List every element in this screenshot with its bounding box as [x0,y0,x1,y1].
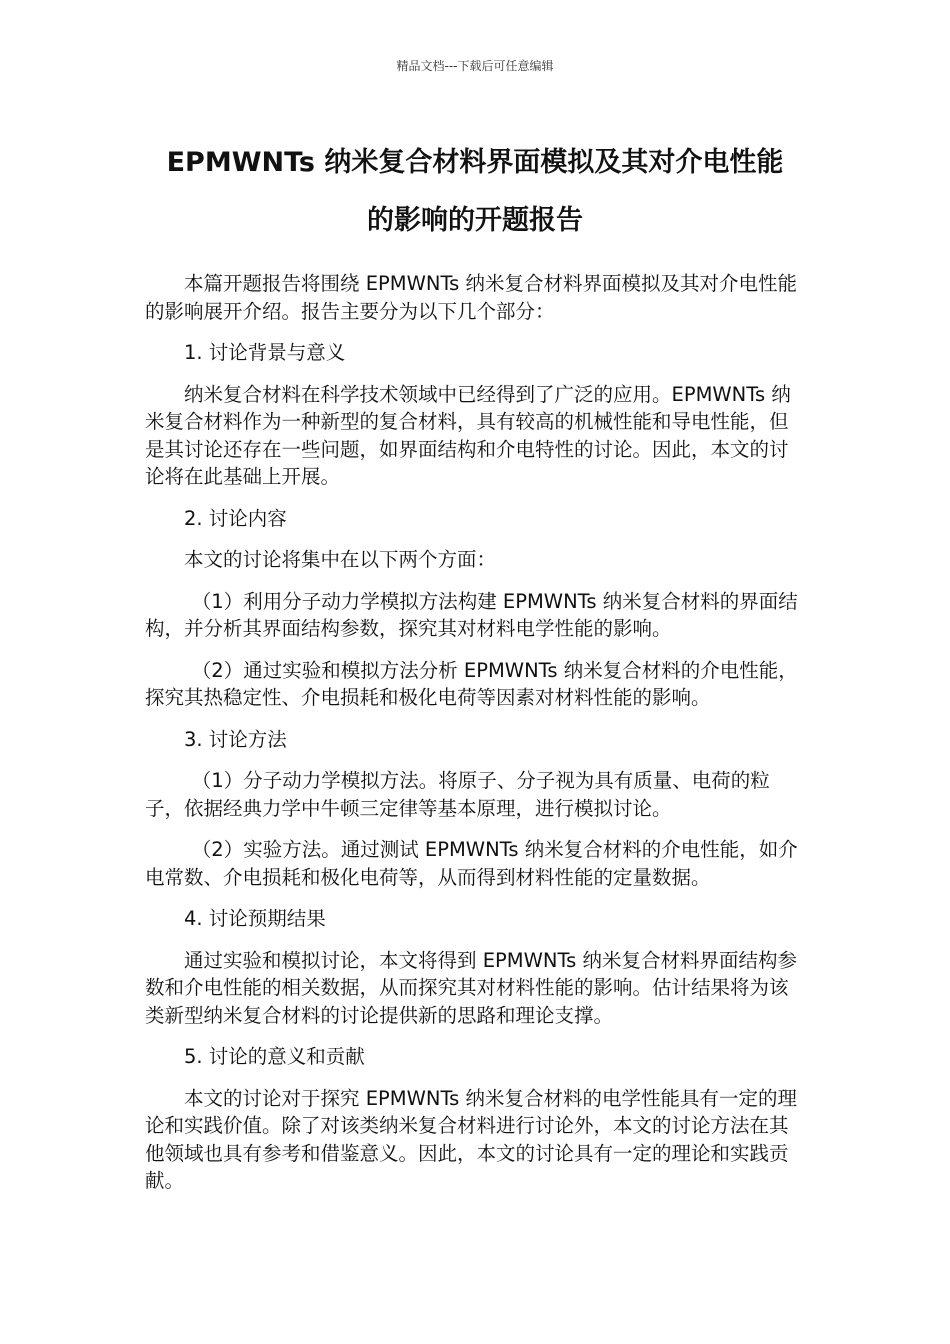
content-item-1: （1）利用分子动力学模拟方法构建 EPMWNTs 纳米复合材料的界面结构，并分析其界面结构参数，探究其对材料电学性能的影响。 [145,589,798,640]
results-paragraph: 通过实验和模拟讨论，本文将得到 EPMWNTs 纳米复合材料界面结构参数和介电性能的相关数据，从而探究其对材料性能的影响。估计结果将为该类新型纳米复合材料的讨论提供新的思路和理论支撑。 [145,948,798,1027]
section-heading-background: 1. 讨论背景与意义 [184,341,346,364]
document-body [145,270,807,1209]
document-title [120,134,830,250]
background-paragraph: 纳米复合材料在科学技术领域中已经得到了广泛的应用。EPMWNTs 纳米复合材料作为一种新型的复合材料，具有较高的机械性能和导电性能，但是其讨论还存在一些问题，如界面结构和介电特性的讨论。因此，本文的讨论将在此基础上开展。 [145,382,791,488]
method-item-1: （1）分子动力学模拟方法。将原子、分子视为具有质量、电荷的粒子，依据经典力学中牛顿三定律等基本原理，进行模拟讨论。 [145,769,770,820]
section-heading-content: 2. 讨论内容 [184,506,287,530]
title-line-1: EPMWNTs 纳米复合材料界面模拟及其对介电性能 [166,147,784,178]
significance-paragraph: 本文的讨论对于探究 EPMWNTs 纳米复合材料的电学性能具有一定的理论和实践价值。除了对该类纳米复合材料进行讨论外，本文的讨论方法在其他领域也具有参考和借鉴意义。因此，本文的讨论具有一定的理论和实践贡献。 [145,1086,798,1192]
header-note: 精品文档---下载后可任意编辑 [396,59,554,73]
section-heading-results: 4. 讨论预期结果 [184,907,326,930]
content-intro-paragraph: 本文的讨论将集中在以下两个方面： [184,548,497,571]
content-item-2: （2）通过实验和模拟方法分析 EPMWNTs 纳米复合材料的介电性能，探究其热稳定性、介电损耗和极化电荷等因素对材料性能的影响。 [145,658,798,709]
intro-paragraph: 本篇开题报告将围绕 EPMWNTs 纳米复合材料界面模拟及其对介电性能的影响展开介绍。报告主要分为以下几个部分： [145,272,798,323]
section-heading-method: 3. 讨论方法 [184,727,287,751]
title-line-2: 的影响的开题报告 [367,205,583,236]
method-item-2: （2）实验方法。通过测试 EPMWNTs 纳米复合材料的介电性能，如介电常数、介电损耗和极化电荷等，从而得到材料性能的定量数据。 [145,838,798,889]
section-heading-significance: 5. 讨论的意义和贡献 [184,1045,365,1068]
